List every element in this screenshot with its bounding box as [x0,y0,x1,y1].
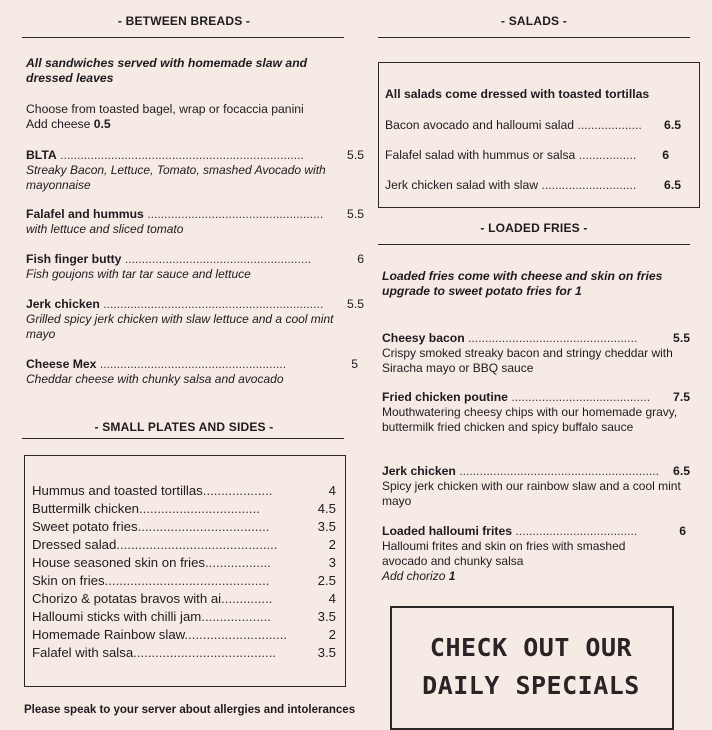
item-name: Jerk chicken [382,464,456,478]
salad-name: Falafel salad with hummus or salsa [385,148,576,162]
list-item [32,482,336,500]
salad-price: 6 [662,148,669,162]
daily-specials-line-1: CHECK OUT OUR [429,633,633,662]
item-description: Crispy smoked streaky bacon and stringy cheddar with Siracha mayo or BBQ sauce [382,346,673,375]
item-price: 6.5 [673,464,690,478]
item-title-row [382,331,690,346]
small-plates-heading: - SMALL PLATES AND SIDES - [94,420,274,434]
item-price: 5.5 [347,207,364,221]
bread-choice-text: Choose from toasted bagel, wrap or focaccia panini [26,102,304,116]
side-price: 2 [328,627,336,642]
add-cheese-label: Add cheese [26,117,91,131]
menu-item-jerk-chicken-sandwich [26,297,364,342]
side-price: 3.5 [317,645,336,660]
side-price: 4 [328,483,336,498]
item-description: Fish goujons with tar tar sauce and lettuce [26,267,251,281]
loaded-fries-rule [378,244,690,245]
salads-heading: - SALADS - [501,14,567,28]
leader-dots: .................................... [137,519,270,534]
leader-dots: ........................................................... [459,464,660,478]
item-name: Jerk chicken [26,297,100,311]
salad-name: Jerk chicken salad with slaw [385,178,539,192]
item-name: Loaded halloumi frites [382,524,513,538]
item-title-row [26,357,358,372]
item-name: Fish finger butty [26,252,122,266]
fries-item-fried-chicken-poutine [382,390,690,435]
list-item [32,572,336,590]
side-name: House seasoned skin on fries [32,555,206,570]
between-breads-intro: All sandwiches served with homemade slaw and dressed leaves [26,56,308,85]
leader-dots: ......................................... [511,390,651,404]
add-cheese-line [26,117,346,132]
small-plates-rule [22,438,344,439]
item-name: Falafel and hummus [26,207,144,221]
item-price: 5.5 [673,331,690,345]
leader-dots: .................................................. [468,331,638,345]
side-price: 2 [328,537,336,552]
item-price: 7.5 [673,390,690,404]
item-price: 5 [351,357,358,371]
side-name: Sweet potato fries [32,519,138,534]
side-name: Skin on fries [32,573,105,588]
side-price: 4.5 [317,501,336,516]
salad-name: Bacon avocado and halloumi salad [385,118,575,132]
fries-item-jerk-chicken [382,464,690,509]
item-title-row [26,297,364,312]
add-chorizo-price: 1 [448,569,456,583]
item-description: Streaky Bacon, Lettuce, Tomato, smashed Avocado with mayonnaise [26,163,326,192]
menu-item-fish-finger-butty [26,252,364,282]
list-item [32,518,336,536]
loaded-fries-heading: - LOADED FRIES - [480,221,588,235]
leader-dots: ....................................................... [99,357,287,371]
side-name: Chorizo & potatas bravos with ai [32,591,222,606]
item-description: Spicy jerk chicken with our rainbow slaw and a cool mint mayo [382,479,681,508]
menu-item-blta [26,148,364,193]
item-price: 5.5 [347,297,364,311]
leader-dots: ....................................................... [124,252,312,266]
side-name: Dressed salad [32,537,117,552]
leader-dots: .................................................... [147,207,324,221]
side-price: 3 [328,555,336,570]
list-item [32,536,336,554]
side-name: Hummus and toasted tortillas [32,483,203,498]
side-name: Buttermilk chicken [32,501,140,516]
leader-dots: .................................... [515,524,638,538]
list-item [32,644,336,662]
leader-dots: ................................................................. [103,297,324,311]
side-name: Falafel with salsa [32,645,134,660]
leader-dots: ....................................... [133,645,277,660]
leader-dots: ............................................ [116,537,278,552]
list-item [32,626,336,644]
list-item [32,608,336,626]
side-price: 4 [328,591,336,606]
item-price: 5.5 [347,148,364,162]
item-description: Halloumi frites and skin on fries with smashed avocado and chunky salsa [382,539,626,568]
add-cheese-price: 0.5 [93,117,111,131]
item-name: BLTA [26,148,57,162]
side-price: 2.5 [317,573,336,588]
between-breads-heading: - BETWEEN BREADS - [117,14,251,28]
allergy-note: Please speak to your server about allergies and intolerances [24,704,356,716]
leader-dots: ............................................. [104,573,270,588]
item-price: 6 [679,524,686,538]
leader-dots: .................. [205,555,271,570]
daily-specials-line-2: DAILY SPECIALS [422,671,640,700]
leader-dots: ........................................................................ [60,148,304,162]
item-description: Grilled spicy jerk chicken with slaw lettuce and a cool mint mayo [26,312,334,341]
salad-price: 6.5 [664,118,681,132]
leader-dots: ................... [201,609,271,624]
loaded-fries-intro: Loaded fries come with cheese and skin on fries upgrade to sweet potato fries for 1 [382,269,663,298]
list-item [32,554,336,572]
leader-dots: ............................ [541,178,637,192]
side-price: 3.5 [317,519,336,534]
item-title-row [26,148,364,163]
leader-dots: ............................ [184,627,288,642]
salad-item [385,178,685,193]
add-chorizo-label: Add chorizo [382,569,446,583]
item-name: Cheesy bacon [382,331,465,345]
side-name: Homemade Rainbow slaw [32,627,185,642]
item-title-row [382,464,690,479]
item-name: Cheese Mex [26,357,97,371]
small-plates-list [32,482,336,662]
salads-intro: All salads come dressed with toasted tortillas [385,87,650,101]
side-name: Halloumi sticks with chilli jam [32,609,202,624]
item-title-row [382,390,690,405]
side-price: 3.5 [317,609,336,624]
menu-item-falafel-hummus [26,207,364,237]
list-item [32,590,336,608]
item-name: Fried chicken poutine [382,390,508,404]
list-item [32,500,336,518]
between-breads-rule [22,37,344,38]
leader-dots: ................... [577,118,642,132]
item-description: Cheddar cheese with chunky salsa and avocado [26,372,284,386]
fries-item-loaded-halloumi-frites [382,524,686,584]
fries-item-cheesy-bacon [382,331,690,376]
leader-dots: ................... [202,483,273,498]
menu-item-cheese-mex [26,357,358,387]
add-chorizo-line [382,569,686,584]
item-title-row [26,207,364,222]
item-description: Mouthwatering cheesy chips with our homemade gravy, buttermilk fried chicken and spicy buffalo sauce [382,405,678,434]
salad-item [385,118,685,133]
leader-dots: ................................. [139,501,260,516]
leader-dots: ................. [578,148,637,162]
item-title-row [382,524,686,539]
salad-item [385,148,685,163]
salad-price: 6.5 [664,178,681,192]
item-price: 6 [357,252,364,266]
item-title-row [26,252,364,267]
salads-rule [378,37,690,38]
item-description: with lettuce and sliced tomato [26,222,184,236]
leader-dots: .............. [221,591,273,606]
